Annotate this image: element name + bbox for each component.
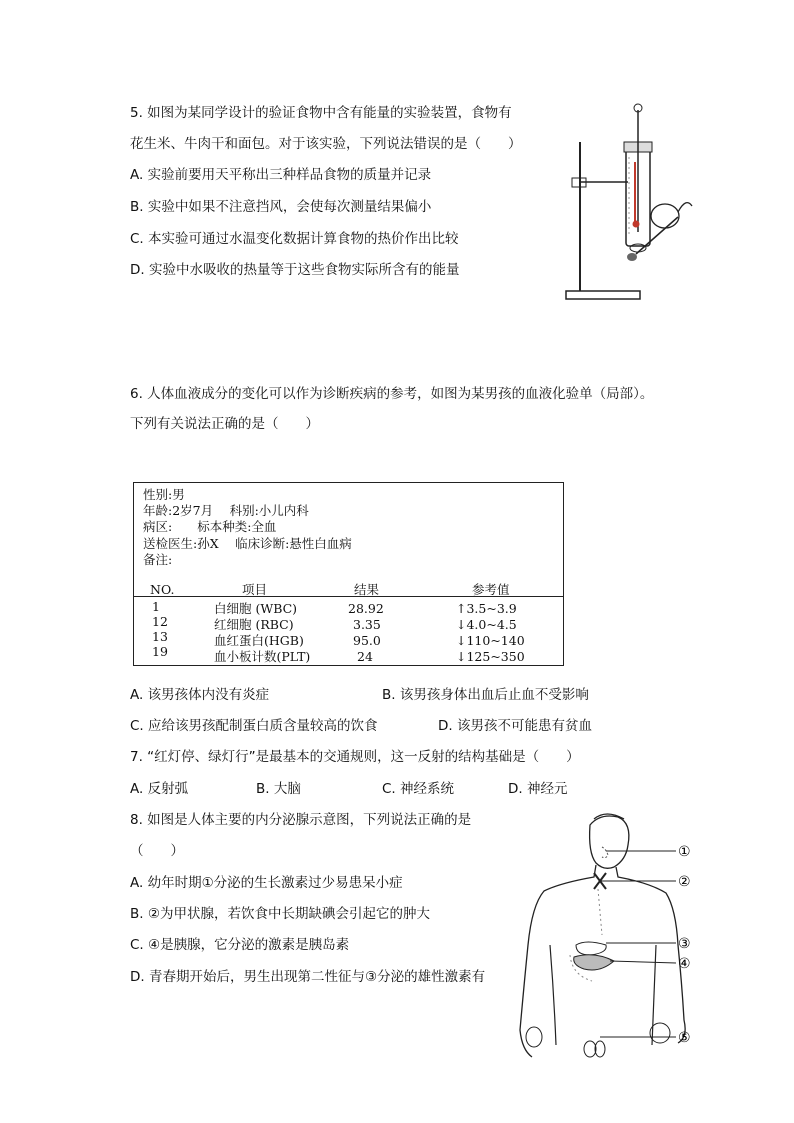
q5-option-a: A. 实验前要用天平称出三种样品食物的质量并记录 [130,167,432,183]
q6-stem-line2: 下列有关说法正确的是（ ） [130,416,319,432]
report-row-result: 3.35 [353,617,381,632]
report-row-no: 13 [152,629,168,644]
report-row-item: 血红蛋白(HGB) [214,633,304,648]
endocrine-glands-figure [510,805,710,1065]
report-remarks: 备注: [143,552,173,567]
report-divider [134,596,563,597]
q7-stem: 7. “红灯停、绿灯行”是最基本的交通规则，这一反射的结构基础是（ ） [130,749,580,765]
figure-label-2: ② [678,874,691,890]
figure-label-3: ③ [678,936,691,952]
q5-option-d: D. 实验中水吸收的热量等于这些食物实际所含有的能量 [130,262,460,278]
q6-option-d: D. 该男孩不可能患有贫血 [438,718,592,734]
report-age-dept: 年龄:2岁7月 科别:小儿内科 [143,503,309,518]
q8-option-c: C. ④是胰腺，它分泌的激素是胰岛素 [130,937,350,953]
q8-option-d: D. 青春期开始后，男生出现第二性征与③分泌的雄性激素有 [130,969,486,985]
q5-option-b: B. 实验中如果不注意挡风，会使每次测量结果偏小 [130,199,432,215]
report-row-ref: ↓4.0~4.5 [456,617,517,632]
report-ward-sample: 病区: 标本种类:全血 [143,519,277,534]
q7-option-c: C. 神经系统 [382,781,455,797]
report-row-item: 红细胞 (RBC) [214,617,294,632]
report-col-ref: 参考值 [472,582,510,597]
q6-option-b: B. 该男孩身体出血后止血不受影响 [382,687,589,703]
experiment-apparatus-figure [560,102,700,302]
report-row-item: 白细胞 (WBC) [214,601,298,616]
report-row-ref: ↑3.5~3.9 [456,601,517,616]
report-row-no: 1 [152,599,160,614]
q8-stem-line1: 8. 如图是人体主要的内分泌腺示意图，下列说法正确的是 [130,812,472,828]
figure-label-1: ① [678,844,691,860]
q7-option-a: A. 反射弧 [130,781,189,797]
report-row-result: 24 [357,649,373,664]
report-row-ref: ↓110~140 [456,633,525,648]
report-col-no: NO. [150,582,175,597]
report-row-item: 血小板计数(PLT) [214,649,311,664]
q8-option-a: A. 幼年时期①分泌的生长激素过少易患呆小症 [130,875,403,891]
q5-option-c: C. 本实验可通过水温变化数据计算食物的热价作出比较 [130,231,459,247]
report-row-result: 95.0 [353,633,381,648]
figure-label-4: ④ [678,956,691,972]
q5-stem-line2: 花生米、牛肉干和面包。对于该实验，下列说法错误的是（ ） [130,136,522,152]
q8-stem-line2: （ ） [130,843,184,859]
q5-stem-line1: 5. 如图为某同学设计的验证食物中含有能量的实验装置，食物有 [130,105,512,121]
figure-label-5: ⑤ [678,1030,691,1046]
report-row-no: 12 [152,614,168,629]
q6-option-c: C. 应给该男孩配制蛋白质含量较高的饮食 [130,718,378,734]
q8-option-b: B. ②为甲状腺，若饮食中长期缺碘会引起它的肿大 [130,906,430,922]
q6-option-a: A. 该男孩体内没有炎症 [130,687,270,703]
report-gender: 性别:男 [143,487,185,502]
q6-stem-line1: 6. 人体血液成分的变化可以作为诊断疾病的参考，如图为某男孩的血液化验单（局部）。 [130,386,654,402]
report-row-result: 28.92 [348,601,384,616]
q7-option-d: D. 神经元 [508,781,568,797]
report-col-result: 结果 [354,582,380,597]
blood-test-report [133,482,564,666]
report-doctor-diagnosis: 送检医生:孙X 临床诊断:悬性白血病 [143,536,352,551]
report-row-no: 19 [152,644,168,659]
report-row-ref: ↓125~350 [456,649,525,664]
report-col-item: 项目 [242,582,268,597]
q7-option-b: B. 大脑 [256,781,301,797]
